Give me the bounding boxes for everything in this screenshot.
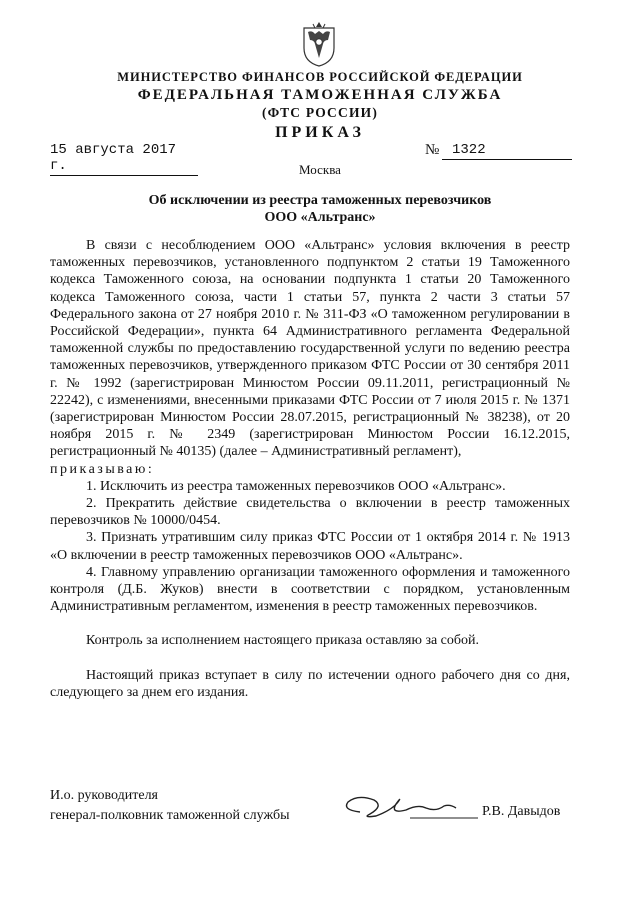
order-title-line1: Об исключении из реестра таможенных перевозчиков xyxy=(148,193,492,208)
signatory-position xyxy=(50,786,289,826)
handwritten-signature xyxy=(340,790,480,826)
order-item: 2. Прекратить действие свидетельства о включении в реестр таможенных перевозчиков № 10000/0454. xyxy=(50,496,570,529)
ministry-name: МИНИСТЕРСТВО ФИНАНСОВ РОССИЙСКОЙ ФЕДЕРАЦИИ xyxy=(117,70,523,84)
service-short-name: (ФТС РОССИИ) xyxy=(261,105,379,120)
document-type: ПРИКАЗ xyxy=(275,124,365,141)
signatory-position-line2: генерал-полковник таможенной службы xyxy=(50,808,290,823)
coat-of-arms-emblem xyxy=(296,18,342,68)
signatory-position-line1: И.о. руководителя xyxy=(50,788,159,803)
order-item: 1. Исключить из реестра таможенных перевозчиков ООО «Альтранс». xyxy=(86,478,506,494)
order-item: 3. Признать утратившим силу приказ ФТС России от 1 октября 2014 г. № 1913 «О включении в реестр таможенных перевозчиков ООО «Альтранс». xyxy=(50,530,570,563)
order-directive-word: приказываю: xyxy=(50,461,155,477)
order-body xyxy=(50,237,570,701)
order-title-line2: ООО «Альтранс» xyxy=(264,210,376,225)
order-date: 15 августа 2017 г. xyxy=(50,142,198,176)
city-name: Москва xyxy=(299,162,341,177)
signatory-name: Р.В. Давыдов xyxy=(482,804,561,819)
control-paragraph: Контроль за исполнением настоящего приказа оставляю за собой. xyxy=(86,633,480,649)
order-item: 4. Главному управлению организации таможенного оформления и таможенного контроля (Д.Б. Жуков) внести в соответствии с порядком, установленным Административным регламентом, изменения в реестр таможенных перевозчиков. xyxy=(50,564,570,615)
preamble-paragraph: В связи с несоблюдением ООО «Альтранс» условия включения в реестр таможенных перевозчиков, установленного подпунктом 2 статьи 19 Таможенного кодекса Таможенного союза, на основании подпункта 1 статьи 20 Таможенного кодекса Таможенного союза, части 1 статьи 57, пункта 2 части 3 статьи 57 Федерального закона от 27 ноября 2010 г. № 311-ФЗ «О таможенном регулировании в Российской Федерации», пункта 64 Административного регламента Федеральной таможенной службы по предоставлению государственной услуги по ведению реестра таможенных перевозчиков, утвержденного приказом ФТС России от 30 сентября 2011 г. № 1992 (зарегистрирован Минюстом России 09.11.2011, регистрационный № 22242), с изменениями, внесенными приказами ФТС России от 7 июля 2015 г. № 1371 (зарегистрирован Минюстом России 28.07.2015, регистрационный № 38238), от 20 ноября 2015 г. № 2349 (зарегистрирован Минюстом России 16.12.2015, регистрационный № 40135) (далее – Административный регламент), xyxy=(50,238,570,460)
effective-paragraph: Настоящий приказ вступает в силу по истечении одного рабочего дня со дня, следующего за днем его издания. xyxy=(50,667,570,700)
order-number-label: № xyxy=(425,142,440,158)
order-number: 1322 xyxy=(442,142,572,160)
service-name: ФЕДЕРАЛЬНАЯ ТАМОЖЕННАЯ СЛУЖБА xyxy=(137,87,503,103)
